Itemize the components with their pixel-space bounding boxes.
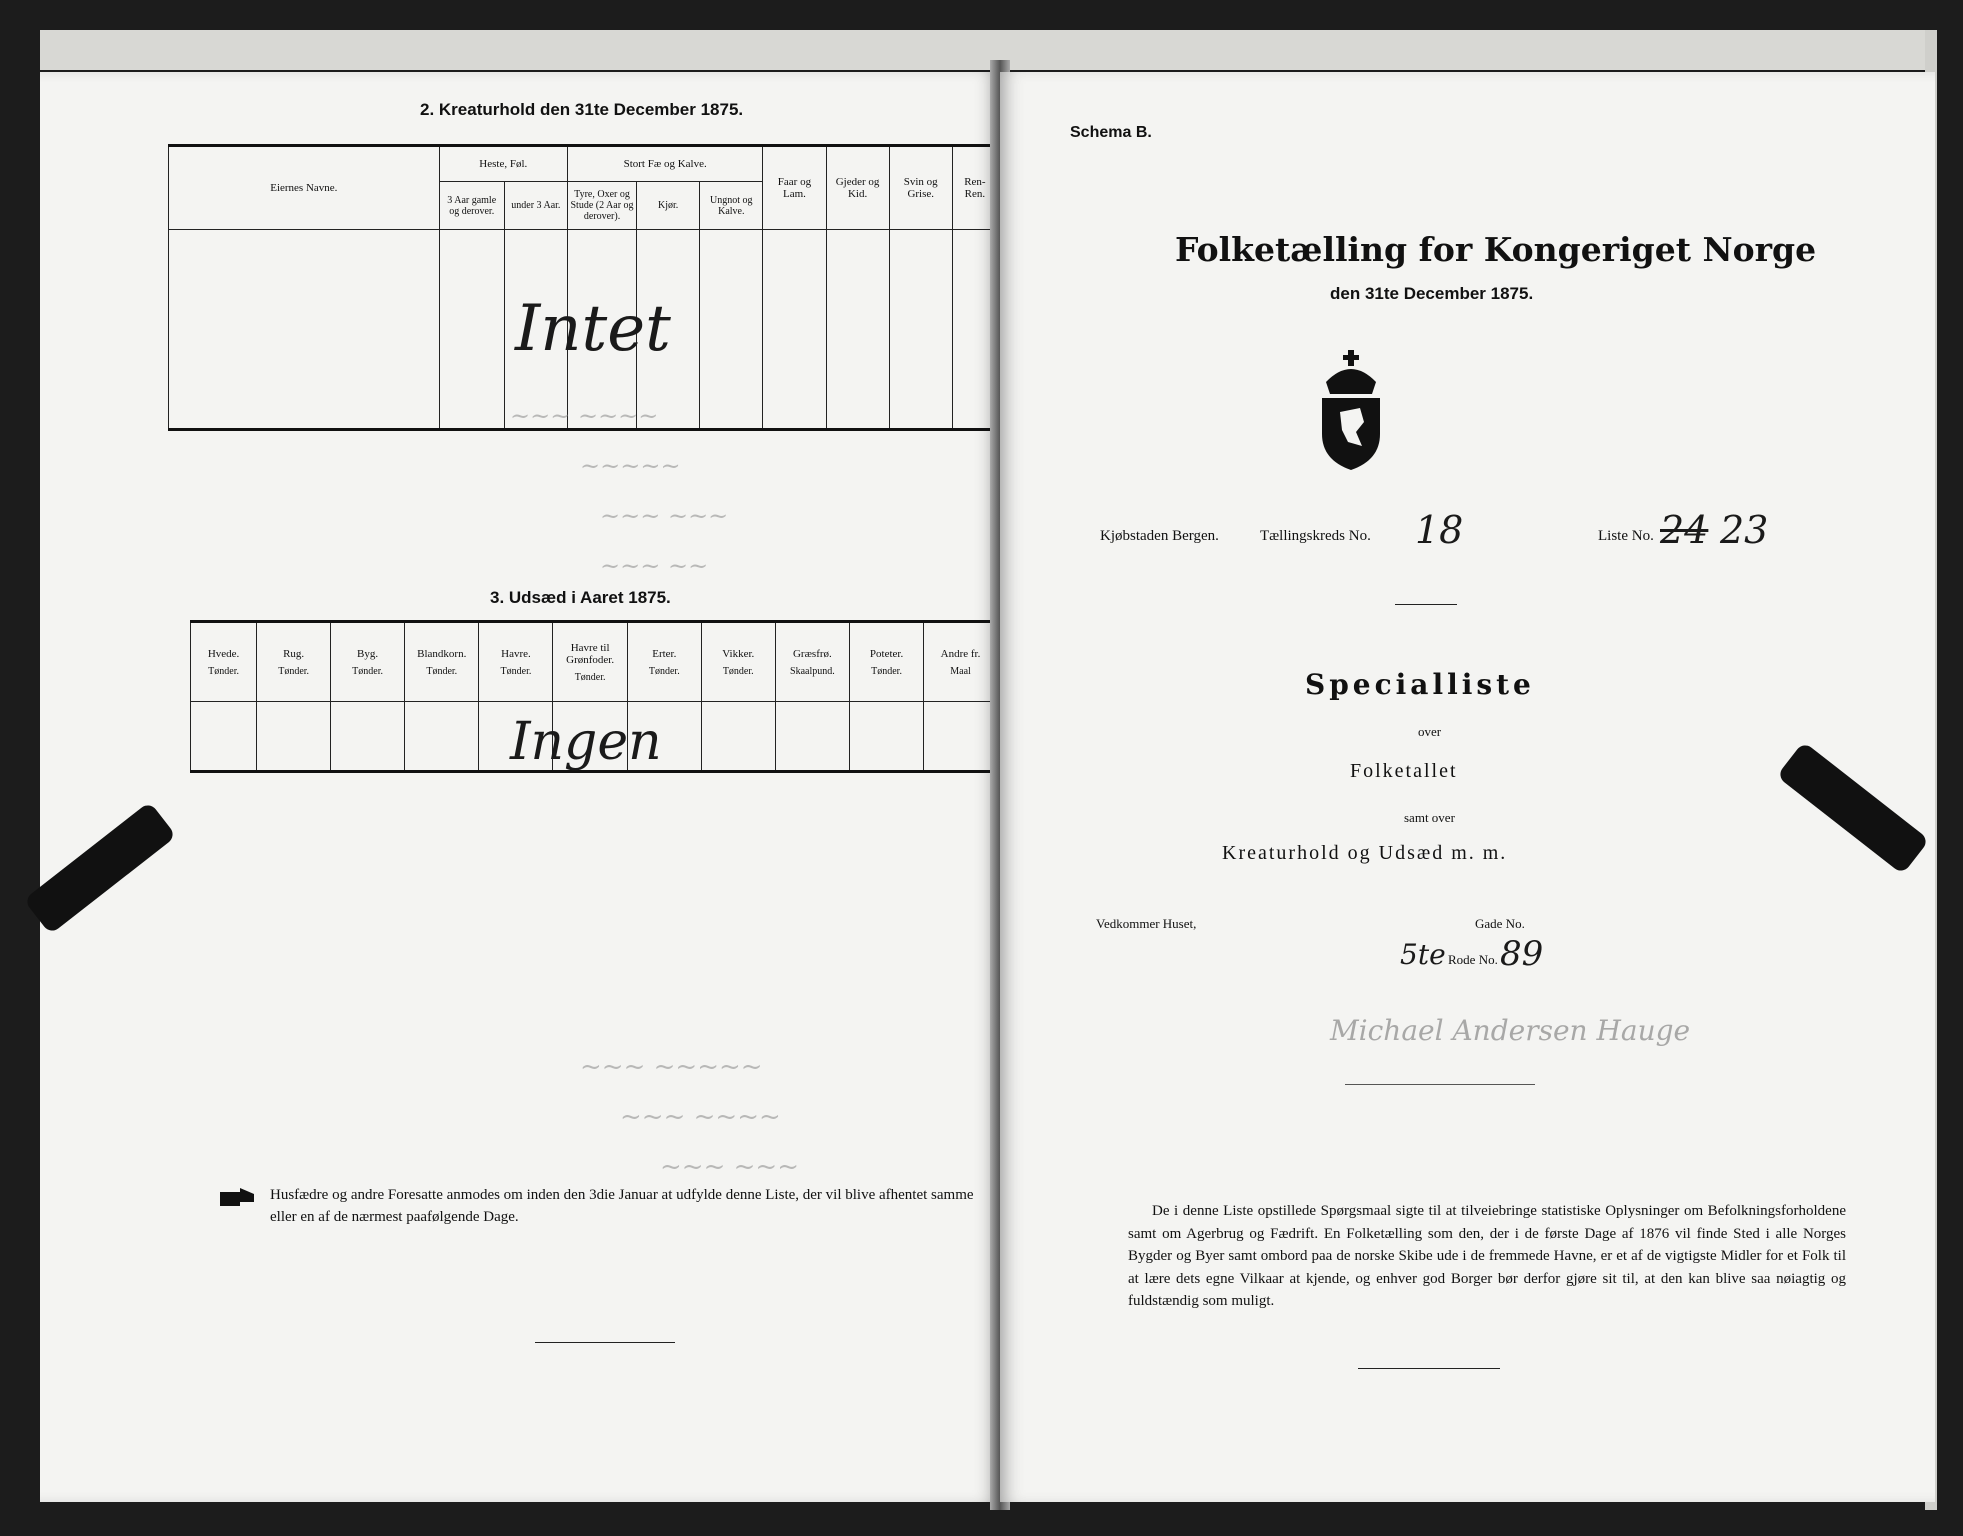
sowing-cell <box>191 702 257 772</box>
sowing-column-header <box>627 622 701 702</box>
sowing-column-unit: Tønder. <box>722 665 754 677</box>
heste-header: Heste, Føl. <box>439 146 567 182</box>
sowing-column-name: Byg. <box>357 647 379 660</box>
sowing-cell <box>924 702 998 772</box>
sowing-cell <box>331 702 405 772</box>
sowing-column-name: Erter. <box>652 647 677 660</box>
rode-prefix: 5te <box>1400 938 1446 971</box>
ren-header: Ren- Ren. <box>952 146 997 230</box>
bleed-through-scribble: ~~~ ~~ <box>600 552 709 580</box>
samt-over-label: samt over <box>1404 810 1455 825</box>
bleed-through-scribble: ~~~ ~~~ <box>600 502 729 530</box>
sowing-column-header <box>331 622 405 702</box>
stort-a-header: Tyre, Oxer og Stude (2 Aar og derover). <box>567 182 636 230</box>
sowing-column-name: Havre. <box>501 647 531 660</box>
stort-c-header: Ungnot og Kalve. <box>700 182 763 230</box>
section2-title: 2. Kreaturhold den 31te December 1875. <box>420 100 744 119</box>
sowing-column-name: Vikker. <box>722 647 755 660</box>
rode-number: 89 <box>1500 934 1544 974</box>
date-line: den 31te December 1875. <box>1330 284 1534 303</box>
gade-label: Gade No. <box>1475 916 1525 931</box>
list-number-struck: 24 <box>1660 508 1709 552</box>
sowing-handwriting: Ingen <box>510 712 662 772</box>
list-label: Liste No. <box>1598 528 1654 544</box>
sowing-column-unit: Tønder. <box>574 671 606 683</box>
sowing-column-unit: Tønder. <box>278 665 310 677</box>
faar-header: Faar og Lam. <box>763 146 826 230</box>
rode-label: Rode No. <box>1448 952 1498 967</box>
pointing-hand-icon <box>218 1186 258 1208</box>
folketallet-label: Folketallet <box>1350 760 1458 782</box>
sowing-column-unit: Tønder. <box>871 665 902 677</box>
owner-header: Eiernes Navne. <box>169 146 440 230</box>
sowing-column-header <box>701 622 775 702</box>
house-label: Vedkommer Huset, <box>1096 916 1197 931</box>
owner-signature: Michael Andersen Hauge <box>1330 1014 1691 1047</box>
stort-fae-header: Stort Fæ og Kalve. <box>567 146 762 182</box>
schema-label: Schema B. <box>1070 124 1152 141</box>
bleed-through-scribble: ~~~ ~~~~~ <box>580 1052 763 1082</box>
sowing-column-unit: Skaalpund. <box>790 665 835 677</box>
stort-b-header: Kjør. <box>637 182 700 230</box>
sowing-column-name: Græsfrø. <box>792 647 832 660</box>
bleed-through-scribble: ~~~ ~~~ <box>660 1152 799 1182</box>
over-label: over <box>1418 724 1442 739</box>
sowing-cell <box>775 702 849 772</box>
signature-rule <box>1345 1084 1535 1085</box>
sowing-column-header <box>775 622 849 702</box>
page-top-edge <box>40 30 1930 70</box>
sowing-column-header <box>479 622 553 702</box>
footer-rule <box>535 1342 675 1343</box>
district-label: Tællingskreds No. <box>1260 528 1371 544</box>
sowing-column-unit: Tønder. <box>352 665 383 677</box>
kreatur-line: Kreaturhold og Udsæd m. m. <box>1222 842 1508 864</box>
heste-b-header: under 3 Aar. <box>504 182 567 230</box>
sowing-cell <box>850 702 924 772</box>
sowing-column-header <box>191 622 257 702</box>
sowing-column-name: Andre fr. <box>940 647 981 660</box>
sowing-column-name: Poteter. <box>869 647 904 660</box>
sowing-column-header <box>257 622 331 702</box>
bleed-through-scribble: ~~~~~ <box>580 452 681 480</box>
gjeder-header: Gjeder og Kid. <box>826 146 889 230</box>
bleed-through-scribble: ~~~ ~~~~ <box>620 1102 781 1132</box>
bleed-through-scribble: ~~~ ~~~~ <box>510 402 659 430</box>
svin-header: Svin og Grise. <box>889 146 952 230</box>
special-title: Specialliste <box>1305 668 1535 701</box>
heste-a-header: 3 Aar gamle og derover. <box>439 182 504 230</box>
list-number: 23 <box>1720 508 1769 552</box>
sowing-column-name: Rug. <box>283 647 305 660</box>
main-title: Folketælling for Kongeriget Norge <box>1175 230 1817 269</box>
info-paragraph: De i denne Liste opstillede Spørgsmaal sigte til at tilveiebringe statistiske Oplysninger om Befolkningsforholdene samt om Agerbrug og Fædrift. En Folketælling som den, der i de første Dage af 1876 vil finde Sted i alle Norges Bygder og Byer samt ombord paa de norske Skibe ude i de fremmede Havne, er et af de vigtigste Midler for et Folk til at lære dets egne Vilkaar at kjende, og enhver god Borger bør derfor gjøre sit til, at den kan blive saa nøiagtig og fuldstændig som muligt. <box>1128 1203 1846 1309</box>
sowing-column-name: Blandkorn. <box>417 647 467 660</box>
coat-of-arms-icon <box>1312 342 1390 474</box>
sowing-column-header <box>553 622 627 702</box>
sowing-column-name: Hvede. <box>207 647 240 660</box>
sowing-column-unit: Tønder. <box>500 665 532 677</box>
livestock-handwriting: Intet <box>515 292 671 366</box>
sowing-column-unit: Tønder. <box>426 665 458 677</box>
sowing-column-header <box>850 622 924 702</box>
district-number: 18 <box>1415 508 1464 552</box>
sowing-column-unit: Tønder. <box>648 665 680 677</box>
sowing-column-unit: Tønder. <box>208 665 239 677</box>
sowing-column-name: Havre til Grønfoder. <box>566 641 615 666</box>
separator-rule <box>1395 604 1457 605</box>
left-page <box>40 72 998 1502</box>
sowing-cell <box>257 702 331 772</box>
notice-text: Husfædre og andre Foresatte anmodes om inden den 3die Januar at udfylde denne Liste, der vil blive afhentet samme eller en af de nærmest paafølgende Dage. <box>270 1187 974 1225</box>
sowing-column-header <box>405 622 479 702</box>
sowing-column-header <box>924 622 998 702</box>
footer-rule <box>1358 1368 1500 1369</box>
sowing-cell <box>701 702 775 772</box>
sowing-cell <box>405 702 479 772</box>
section3-title: 3. Udsæd i Aaret 1875. <box>490 588 671 607</box>
city-label: Kjøbstaden Bergen. <box>1100 528 1219 544</box>
sowing-column-unit: Maal <box>950 665 971 677</box>
livestock-table <box>168 144 998 431</box>
